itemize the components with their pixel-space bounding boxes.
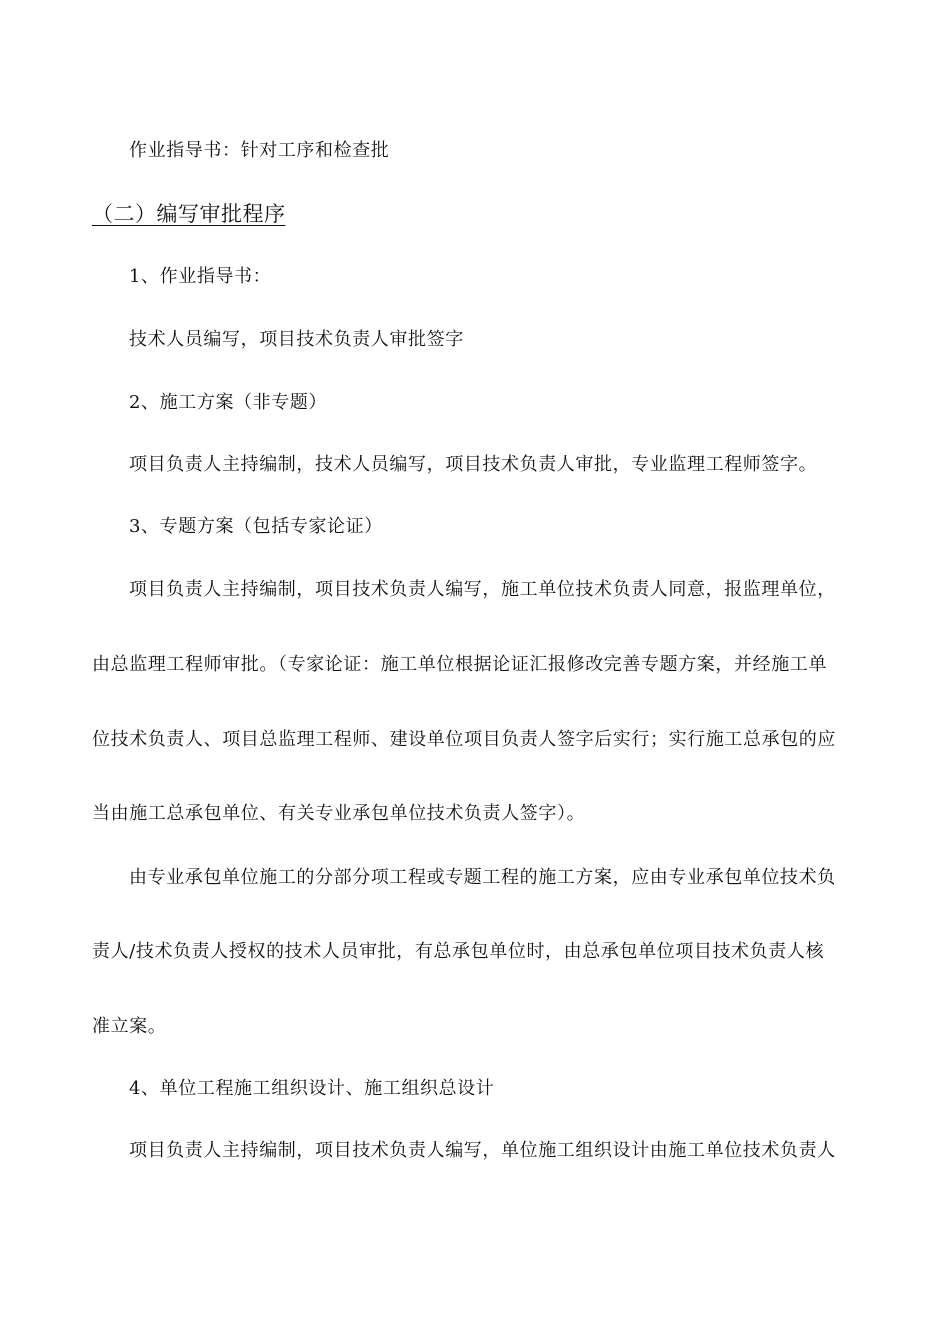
section-heading-approval-procedure: （二）编写审批程序 [92, 202, 286, 226]
item-3-body-line-3: 位技术负责人、项目总监理工程师、建设单位项目负责人签字后实行；实行施工总承包的应 [92, 729, 836, 750]
subcontract-paragraph-line-1: 由专业承包单位施工的分部分项工程或专题工程的施工方案，应由专业承包单位技术负 [129, 867, 836, 888]
subcontract-paragraph-line-2: 责人/技术负责人授权的技术人员审批，有总承包单位时，由总承包单位项目技术负责人核 [92, 941, 825, 962]
item-3-heading: 3、专题方案（包括专家论证） [129, 516, 383, 537]
subcontract-paragraph-line-3: 准立案。 [92, 1016, 167, 1037]
item-4-body-line-1: 项目负责人主持编制，项目技术负责人编写，单位施工组织设计由施工单位技术负责人 [129, 1140, 836, 1161]
work-instruction-scope-text: 作业指导书：针对工序和检查批 [129, 140, 390, 161]
item-2-heading: 2、施工方案（非专题） [129, 392, 328, 413]
item-3-body-line-4: 当由施工总承包单位、有关专业承包单位技术负责人签字）。 [92, 803, 586, 824]
item-3-body-line-2: 由总监理工程师审批。（专家论证：施工单位根据论证汇报修改完善专题方案，并经施工单 [92, 654, 827, 675]
item-1-heading: 1、作业指导书： [129, 266, 272, 287]
item-2-body: 项目负责人主持编制，技术人员编写，项目技术负责人审批，专业监理工程师签字。 [129, 454, 818, 475]
item-3-body-line-1: 项目负责人主持编制，项目技术负责人编写，施工单位技术负责人同意，报监理单位， [129, 579, 836, 600]
item-4-heading: 4、单位工程施工组织设计、施工组织总设计 [129, 1078, 495, 1099]
item-1-body: 技术人员编写，项目技术负责人审批签字 [129, 329, 464, 350]
